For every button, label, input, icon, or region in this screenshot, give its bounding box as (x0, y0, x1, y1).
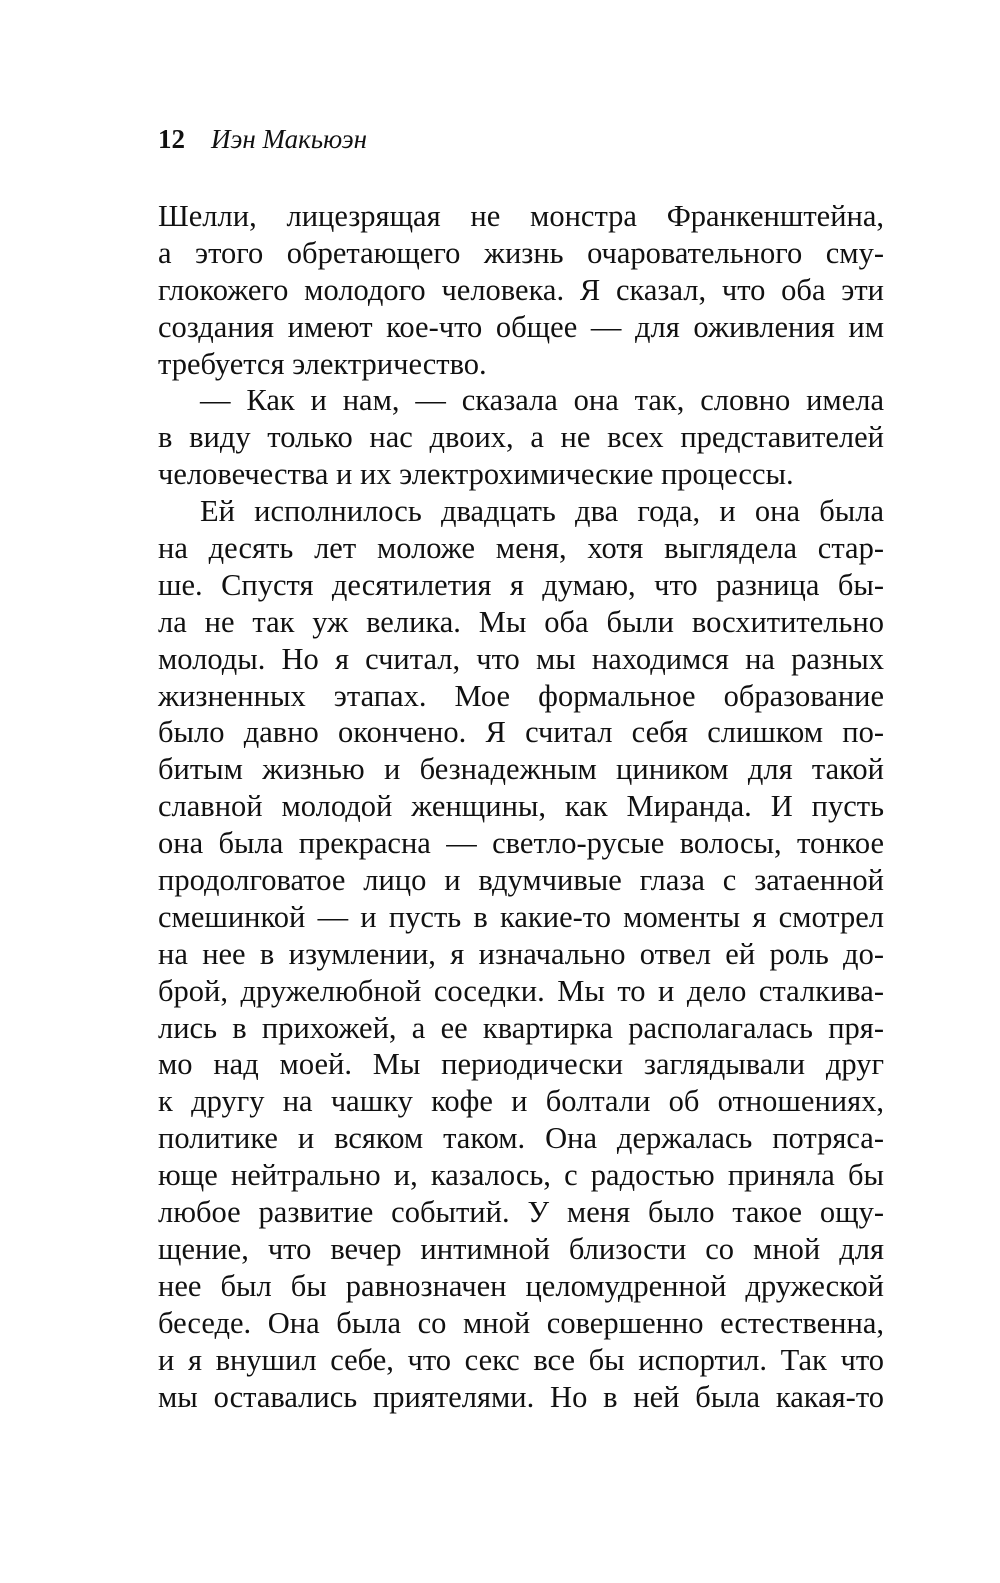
text-line: продолговатое лицо и вдумчивые глаза с затаенной (158, 863, 884, 898)
text-line: нее был бы равнозначен целомудренной дружеской (158, 1268, 884, 1303)
text-line: она была прекрасна — светло-русые волосы, тонкое (158, 826, 884, 861)
text-line: жизненных этапах. Мое формальное образование (158, 678, 884, 713)
text-line: юще нейтрально и, казалось, с радостью приняла бы (158, 1158, 884, 1193)
text-line: молоды. Но я считал, что мы находимся на разных (158, 641, 884, 676)
text-line: в виду только нас двоих, а не всех представителей (158, 420, 884, 455)
text-line: любое развитие событий. У меня было такое ощу- (158, 1195, 884, 1230)
text-line: на нее в изумлении, я изначально отвел ей роль до- (158, 936, 884, 971)
text-line: человечества и их электрохимические процессы. (158, 457, 794, 492)
text-line: создания имеют кое-что общее — для оживления им (158, 309, 884, 344)
text-line: к другу на чашку кофе и болтали об отношениях, (158, 1084, 884, 1119)
text-line: а этого обретающего жизнь очаровательного сму- (158, 235, 884, 270)
author-name: Иэн Макьюэн (211, 124, 368, 154)
text-line: лись в прихожей, а ее квартирка располагалась пря- (158, 1010, 884, 1045)
text-line: смешинкой — и пусть в какие-то моменты я смотрел (158, 899, 884, 934)
text-line: было давно окончено. Я считал себя слишком по- (158, 715, 884, 750)
text-line: ла не так уж велика. Мы оба были восхитительно (158, 604, 884, 639)
text-line: ше. Спустя десятилетия я думаю, что разница бы- (158, 567, 884, 602)
text-line: требуется электричество. (158, 346, 487, 381)
text-line: глокожего молодого человека. Я сказал, что оба эти (158, 272, 884, 307)
text-line: щение, что вечер интимной близости со мной для (158, 1231, 884, 1266)
body-text (158, 198, 884, 1415)
book-page (158, 124, 884, 1415)
text-line: мы оставались приятелями. Но в ней была какая-то (158, 1379, 884, 1414)
text-line: беседе. Она была со мной совершенно естественна, (158, 1305, 884, 1340)
text-line: битым жизнью и безнадежным циником для такой (158, 752, 884, 787)
running-head (158, 124, 884, 172)
text-line: политике и всяком таком. Она держалась потряса- (158, 1121, 884, 1156)
text-line: Ей исполнилось двадцать два года, и она была (200, 494, 884, 529)
page-number: 12 (158, 124, 185, 154)
text-line: мо над моей. Мы периодически заглядывали друг (158, 1047, 884, 1082)
text-line: на десять лет моложе меня, хотя выглядела стар- (158, 531, 884, 566)
text-line: славной молодой женщины, как Миранда. И пусть (158, 789, 884, 824)
text-line: — Как и нам, — сказала она так, словно имела (200, 383, 884, 418)
text-line: брой, дружелюбной соседки. Мы то и дело сталкива- (158, 973, 884, 1008)
text-line: и я внушил себе, что секс все бы испортил. Так что (158, 1342, 884, 1377)
text-line: Шелли, лицезрящая не монстра Франкенштейна, (158, 199, 884, 233)
